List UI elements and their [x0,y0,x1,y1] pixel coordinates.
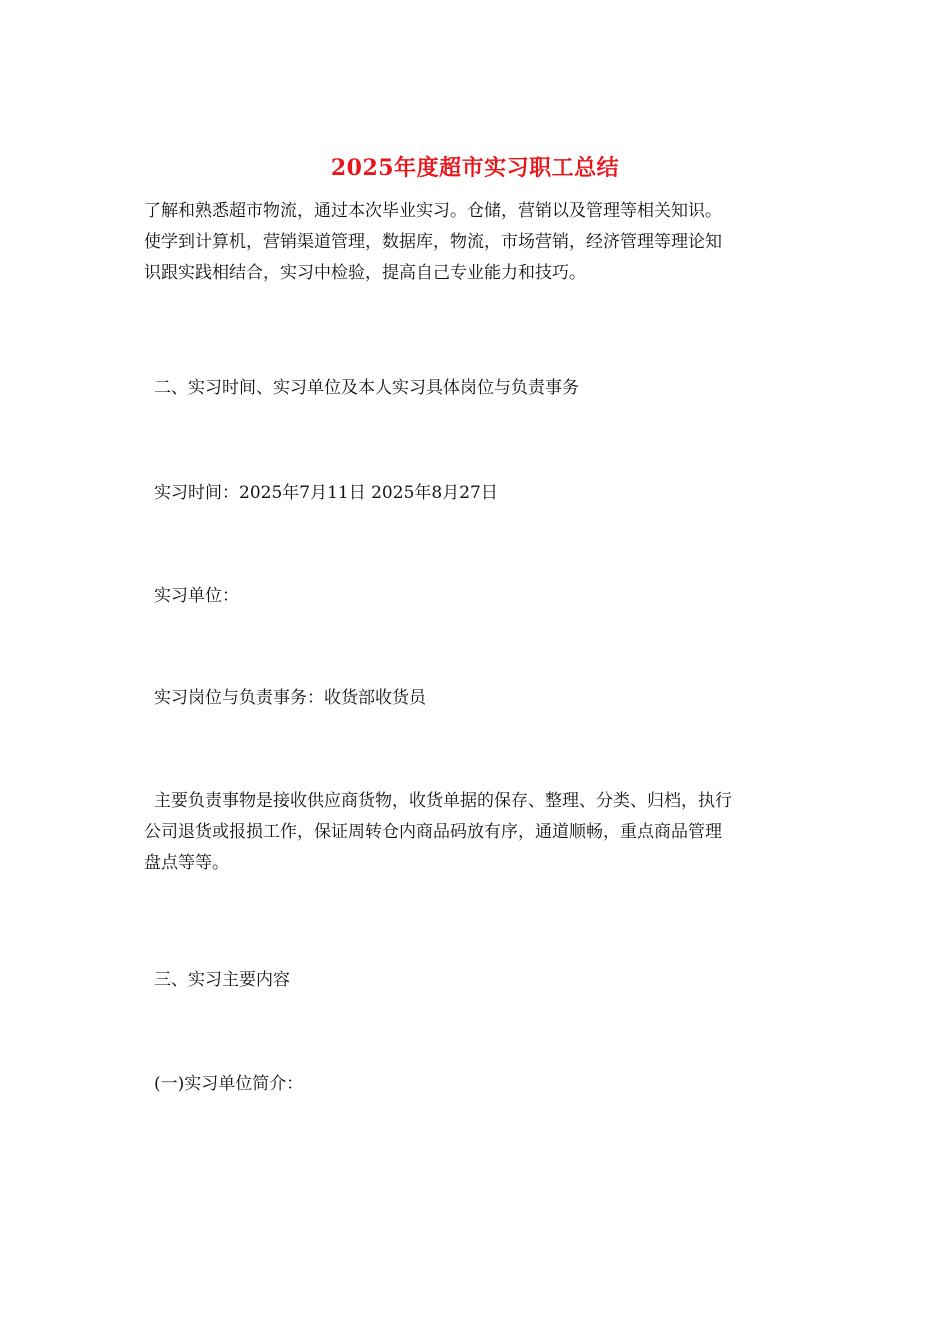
internship-unit: 实习单位： [154,586,239,606]
intro-line-3: 识跟实践相结合，实习中检验，提高自己专业能力和技巧。 [144,263,586,283]
internship-time: 实习时间：2025年7月11日 2025年8月27日 [154,483,498,503]
duties-line-2: 公司退货或报损工作，保证周转仓内商品码放有序，通道顺畅，重点商品管理 [144,822,722,842]
section-2-heading: 二、实习时间、实习单位及本人实习具体岗位与负责事务 [154,378,579,398]
subsection-1-heading: (一)实习单位简介： [154,1074,304,1094]
duties-line-3: 盘点等等。 [144,853,229,873]
intro-line-2: 使学到计算机，营销渠道管理，数据库，物流，市场营销，经济管理等理论知 [144,232,722,252]
intro-line-1: 了解和熟悉超市物流，通过本次毕业实习。仓储，营销以及管理等相关知识。 [144,201,722,221]
duties-line-1: 主要负责事物是接收供应商货物，收货单据的保存、整理、分类、归档，执行 [154,791,732,811]
intro-paragraph [144,196,809,289]
document-title: 2025年度超市实习职工总结 [330,155,620,181]
internship-position: 实习岗位与负责事务：收货部收货员 [154,688,426,708]
section-3-heading: 三、实习主要内容 [154,970,290,990]
duties-paragraph [144,786,809,879]
